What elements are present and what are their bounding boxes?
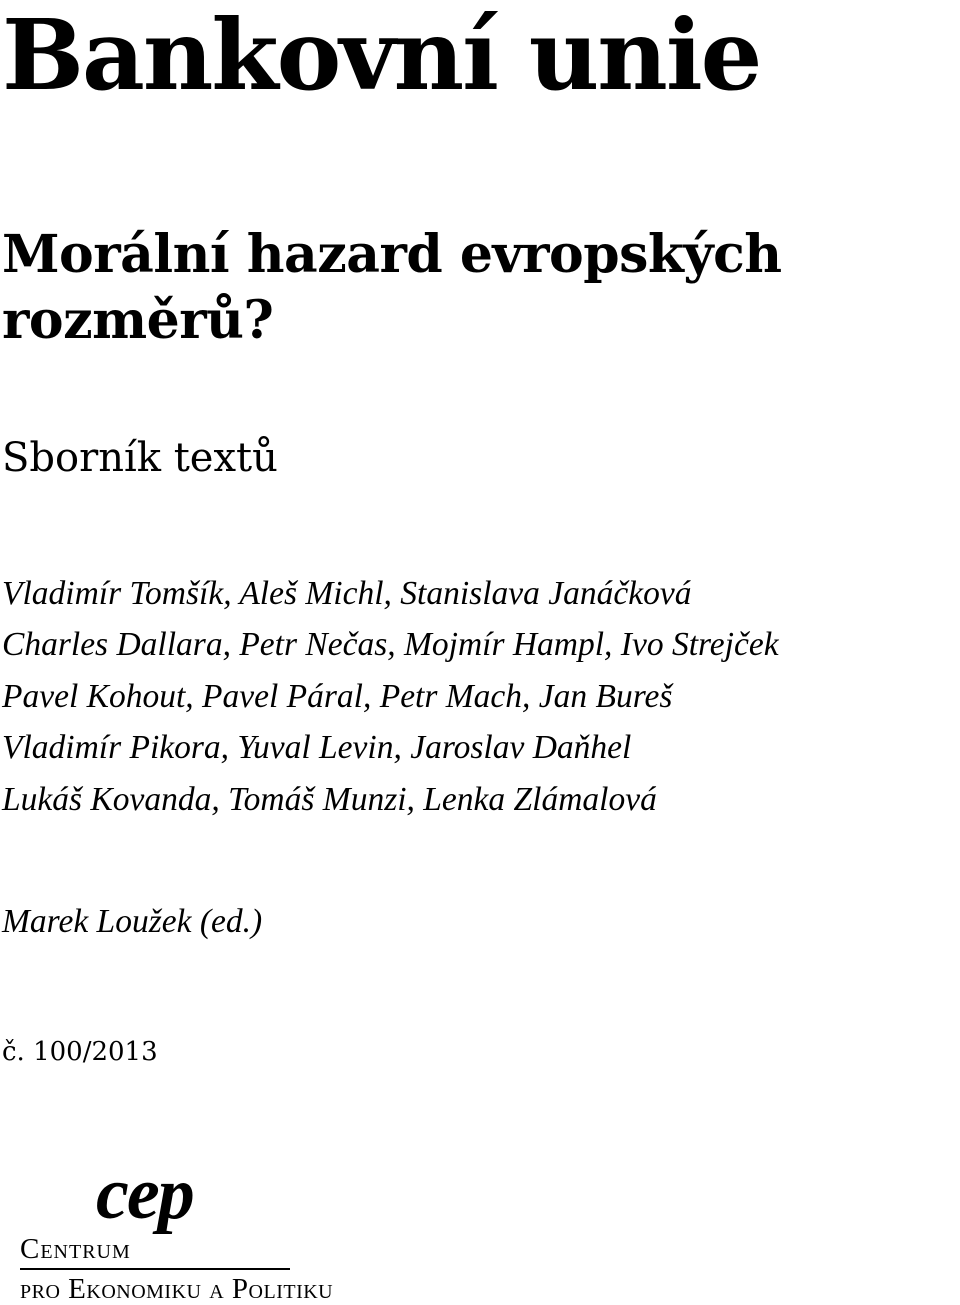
logo-line-centrum: Centrum bbox=[20, 1233, 131, 1265]
logo-divider bbox=[20, 1268, 290, 1270]
author-line: Lukáš Kovanda, Tomáš Munzi, Lenka Zlámalová bbox=[2, 780, 657, 818]
logo-wordmark: cep bbox=[96, 1153, 193, 1235]
editor-credit: Marek Loužek (ed.) bbox=[2, 903, 263, 940]
author-line: Vladimír Tomšík, Aleš Michl, Stanislava Janáčková bbox=[2, 575, 692, 612]
document-title: Bankovní unie bbox=[2, 0, 761, 112]
author-line: Charles Dallara, Petr Nečas, Mojmír Hampl, Ivo Strejček bbox=[2, 626, 779, 664]
subtitle-line-1: Morální hazard evropských bbox=[2, 224, 782, 285]
subtitle-line-2: rozměrů? bbox=[2, 290, 274, 351]
document-subtitle bbox=[2, 222, 902, 354]
author-line: Pavel Kohout, Pavel Páral, Petr Mach, Jan Bureš bbox=[2, 677, 673, 715]
collection-label: Sborník textů bbox=[2, 435, 278, 481]
author-list bbox=[2, 568, 779, 825]
issue-number: č. 100/2013 bbox=[2, 1037, 158, 1067]
logo-line-ekonomiku: pro Ekonomiku a Politiku bbox=[20, 1273, 334, 1305]
cep-logo bbox=[18, 1152, 334, 1305]
author-line: Vladimír Pikora, Yuval Levin, Jaroslav Daňhel bbox=[2, 729, 632, 767]
